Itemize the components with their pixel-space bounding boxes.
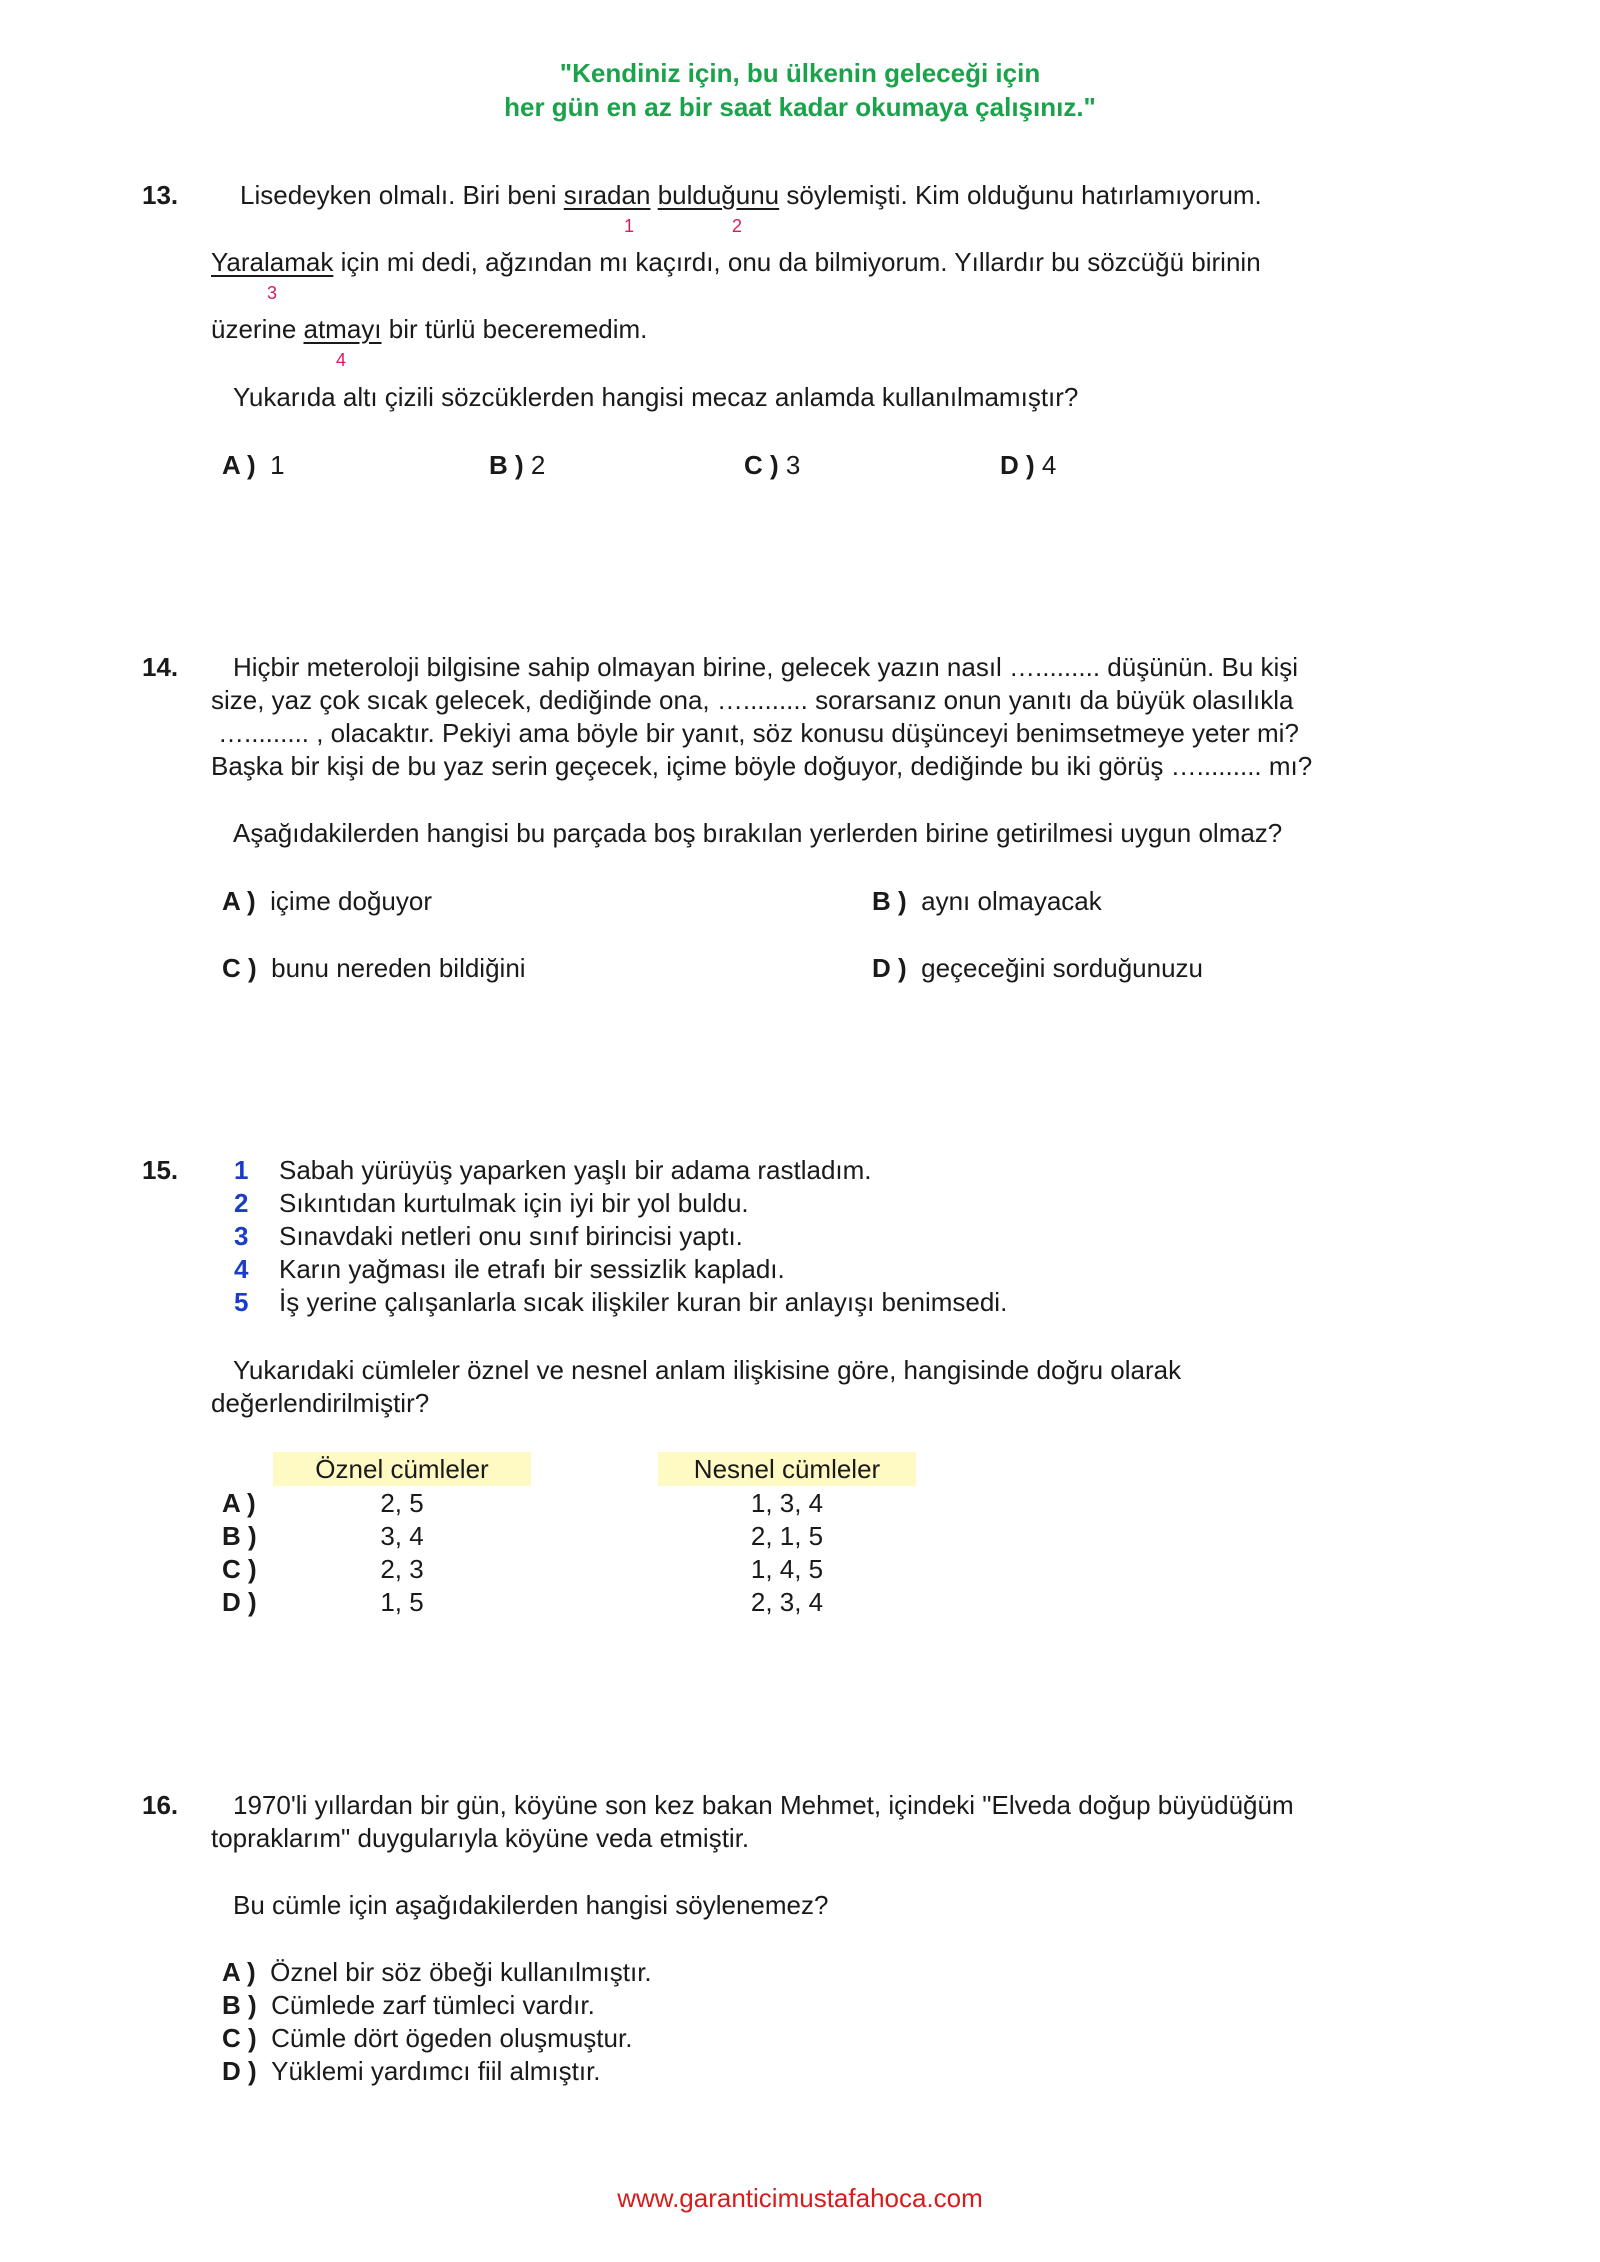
option-text: bunu nereden bildiğini [271,953,526,983]
option-text: 1 [270,450,285,480]
sentence-number: 4 [234,1254,249,1284]
option-b[interactable] [489,448,545,482]
underlined-word-4: atmayı [303,314,382,344]
sentence-text: Sıkıntıdan kurtulmak için iyi bir yol buldu. [279,1188,749,1218]
question-prompt: Yukarıda altı çizili sözcüklerden hangisi mecaz anlamda kullanılmamıştır? [233,382,1079,412]
column-header-oznel: Öznel cümleler [273,1452,531,1486]
sentence-text: İş yerine çalışanlarla sıcak ilişkiler kuran bir anlayışı benimsedi. [279,1287,1008,1317]
option-text: Yüklemi yardımcı fiil almıştır. [271,2056,601,2086]
text-segment: Lisedeyken olmalı. Biri beni [240,180,564,210]
option-letter: D ) [222,1587,257,1617]
option-text: 2 [530,450,546,480]
option-d[interactable] [872,951,1203,985]
option-d[interactable] [1000,448,1056,482]
option-letter: D ) [1000,450,1035,480]
word-marker-1: 1 [624,216,635,236]
passage-line: …......... , olacaktır. Pekiyi ama böyle bir yanıt, söz konusu düşünceyi benimsetmeye yeter mi? [218,718,1299,748]
underlined-word-3: Yaralamak [211,247,334,277]
option-c[interactable] [744,448,800,482]
sentence-number: 1 [234,1155,249,1185]
option-a[interactable] [222,448,285,482]
column-header-nesnel: Nesnel cümleler [658,1452,916,1486]
option-letter: B ) [222,1521,257,1551]
option-letter: C ) [744,450,779,480]
option-letter: A ) [222,450,256,480]
option-letter: D ) [222,2056,257,2086]
word-marker-4: 4 [336,350,347,370]
sentence-number: 5 [234,1287,249,1317]
option-letter: C ) [222,1554,257,1584]
nesnel-value: 1, 3, 4 [750,1488,824,1518]
oznel-value: 3, 4 [380,1521,424,1551]
question-prompt: Yukarıdaki cümleler öznel ve nesnel anlam ilişkisine göre, hangisinde doğru olarak [233,1355,1182,1385]
passage-line: topraklarım" duygularıyla köyüne veda etmiştir. [211,1823,750,1853]
question-text-line [211,245,1261,279]
option-text: Öznel bir söz öbeği kullanılmıştır. [270,1957,652,1987]
text-segment: bir türlü beceremedim. [381,314,648,344]
text-segment: üzerine [211,314,304,344]
option-letter: A ) [222,886,256,916]
question-prompt: Aşağıdakilerden hangisi bu parçada boş bırakılan yerlerden birine getirilmesi uygun olmaz? [233,818,1283,848]
text-segment: söylemişti. Kim olduğunu hatırlamıyorum. [779,180,1262,210]
nesnel-value: 2, 3, 4 [750,1587,824,1617]
question-text-line [211,312,647,346]
sentence-text: Sınavdaki netleri onu sınıf birincisi yaptı. [279,1221,743,1251]
text-segment: için mi dedi, ağzından mı kaçırdı, onu da bilmiyorum. Yıllardır bu sözcüğü birinin [333,247,1261,277]
question-number: 16. [142,1790,179,1820]
sentence-number: 2 [234,1188,249,1218]
option-letter: A ) [222,1488,256,1518]
underlined-word-2: bulduğunu [657,180,780,210]
option-a[interactable] [222,1955,652,1989]
passage-line: Hiçbir meteroloji bilgisine sahip olmayan birine, gelecek yazın nasıl …......... düşünün. Bu kişi [233,652,1299,682]
footer-link[interactable]: www.garanticimustafahoca.com [617,2183,983,2213]
option-text: 4 [1041,450,1057,480]
option-text: geçeceğini sorduğunuzu [921,953,1203,983]
text-segment [650,180,657,210]
option-letter: C ) [222,953,257,983]
option-text: Cümlede zarf tümleci vardır. [271,1990,595,2020]
header-line-2: her gün en az bir saat kadar okumaya çalışınız." [504,92,1096,122]
passage-line: 1970'li yıllardan bir gün, köyüne son kez bakan Mehmet, içindeki "Elveda doğup büyüdüğüm [233,1790,1294,1820]
word-marker-3: 3 [267,283,278,303]
option-letter: B ) [872,886,907,916]
question-number: 13. [142,180,179,210]
option-text: aynı olmayacak [921,886,1102,916]
sentence-number: 3 [234,1221,249,1251]
option-letter: D ) [872,953,907,983]
question-number: 14. [142,652,179,682]
passage-line: Başka bir kişi de bu yaz serin geçecek, içime böyle doğuyor, dediğinde bu iki görüş …......... mı? [211,751,1313,781]
option-text: içime doğuyor [270,886,433,916]
option-d[interactable] [222,2054,601,2088]
header-line-1: "Kendiniz için, bu ülkenin geleceği için [559,58,1041,88]
nesnel-value: 1, 4, 5 [750,1554,824,1584]
option-letter: C ) [222,2023,257,2053]
question-prompt: değerlendirilmiştir? [211,1388,430,1418]
sentence-text: Sabah yürüyüş yaparken yaşlı bir adama rastladım. [279,1155,872,1185]
option-letter: A ) [222,1957,256,1987]
option-text: Cümle dört ögeden oluşmuştur. [271,2023,633,2053]
option-text: 3 [785,450,801,480]
oznel-value: 2, 5 [380,1488,424,1518]
question-prompt: Bu cümle için aşağıdakilerden hangisi söylenemez? [233,1890,829,1920]
question-number: 15. [142,1155,179,1185]
passage-line: size, yaz çok sıcak gelecek, dediğinde ona, …......... sorarsanız onun yanıtı da büyük olasılıkla [211,685,1294,715]
oznel-value: 1, 5 [380,1587,424,1617]
option-letter: B ) [489,450,524,480]
question-text-line [240,178,1262,212]
option-letter: B ) [222,1990,257,2020]
option-b[interactable] [222,1988,595,2022]
nesnel-value: 2, 1, 5 [750,1521,824,1551]
option-c[interactable] [222,2021,632,2055]
option-c[interactable] [222,951,526,985]
underlined-word-1: sıradan [563,180,651,210]
oznel-value: 2, 3 [380,1554,424,1584]
sentence-text: Karın yağması ile etrafı bir sessizlik kapladı. [279,1254,785,1284]
word-marker-2: 2 [732,216,743,236]
option-b[interactable] [872,884,1102,918]
option-a[interactable] [222,884,432,918]
